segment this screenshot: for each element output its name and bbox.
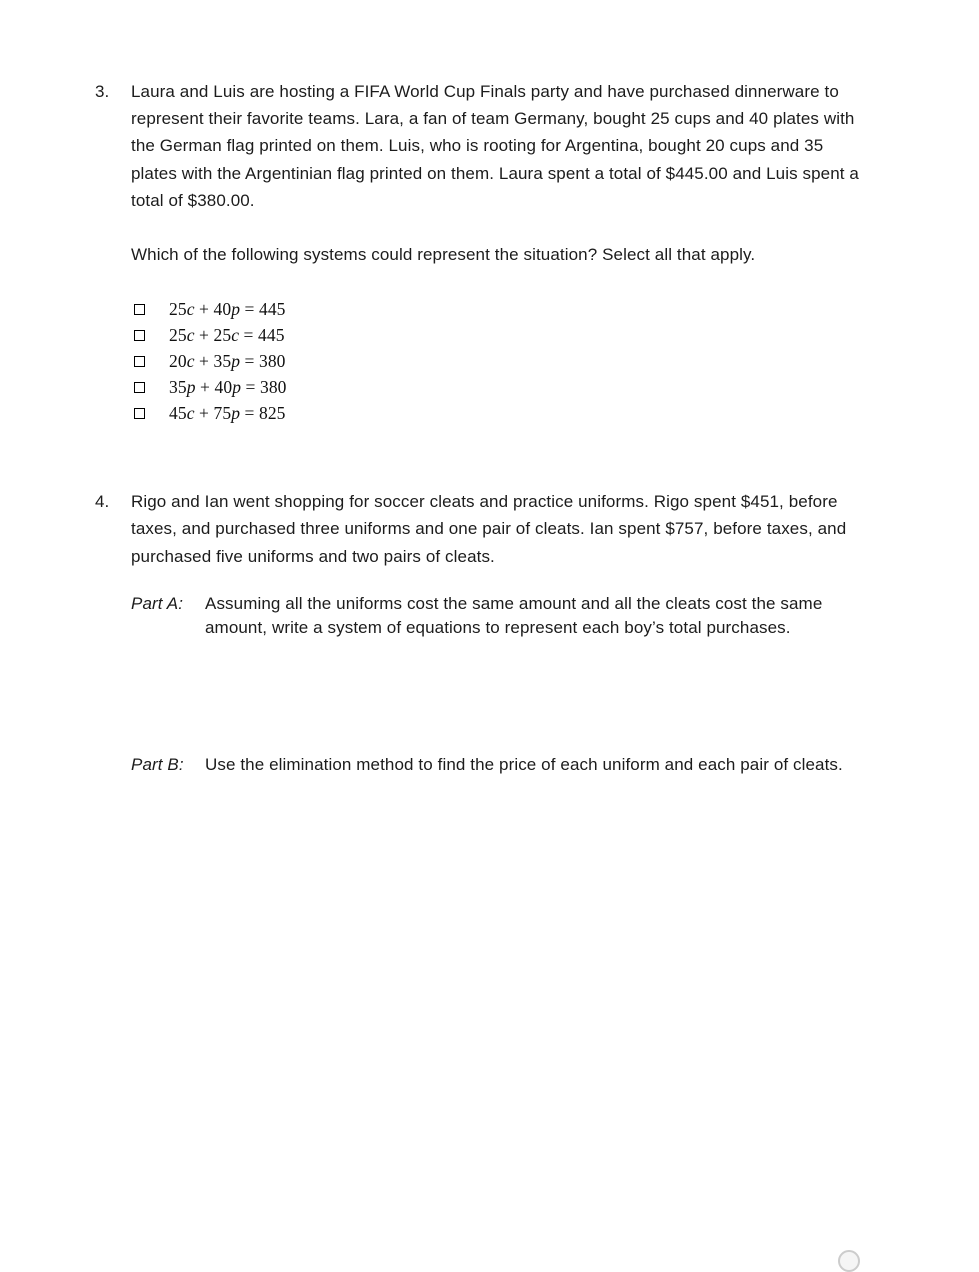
answer-option-2 [131,322,863,348]
question-4-number: 4. [95,492,110,512]
answer-option-1 [131,296,863,322]
question-3-body [131,78,863,426]
equation-2: 25c + 25c = 445 [169,325,285,346]
equation-5: 45c + 75p = 825 [169,403,286,424]
checkbox-icon[interactable] [134,382,145,393]
question-4 [95,488,919,777]
checkbox-icon[interactable] [134,356,145,367]
question-3-intro: Laura and Luis are hosting a FIFA World Cup Finals party and have purchased dinnerware to represent their favorite teams. Lara, a fan of team Germany, bought 25 cups and 40 plates with the German flag printed on them. Luis, who is rooting for Argentina, bought 20 cups and 35 plates with the Argentinian flag printed on them. Laura spent a total of $445.00 and Luis spent a total of $380.00. [131,82,859,210]
question-3 [95,78,919,426]
answer-option-4 [131,374,863,400]
question-4-intro: Rigo and Ian went shopping for soccer cleats and practice uniforms. Rigo spent $451, before taxes, and purchased three uniforms and one pair of cleats. Ian spent $757, before taxes, and purchased five uniforms and two pairs of cleats. [131,492,847,566]
part-a [131,592,863,641]
part-a-label: Part A: [131,593,184,613]
equation-3: 20c + 35p = 380 [169,351,286,372]
answer-option-3 [131,348,863,374]
answer-options [131,296,863,426]
checkbox-icon[interactable] [134,304,145,315]
part-b [131,753,863,778]
question-4-body [131,488,863,777]
answer-option-5 [131,400,863,426]
question-3-prompt: Which of the following systems could represent the situation? Select all that apply. [131,244,756,264]
checkbox-icon[interactable] [134,330,145,341]
question-3-number: 3. [95,82,110,101]
equation-1: 25c + 40p = 445 [169,299,286,320]
part-a-text: Assuming all the uniforms cost the same amount and all the cleats cost the same amount, write a system of equations to represent each boy’s total purchases. [205,593,823,638]
part-b-text: Use the elimination method to find the price of each uniform and each pair of cleats. [205,754,843,774]
equation-4: 35p + 40p = 380 [169,377,287,398]
page-corner-mark [838,1250,860,1272]
part-b-label: Part B: [131,754,184,774]
checkbox-icon[interactable] [134,408,145,419]
